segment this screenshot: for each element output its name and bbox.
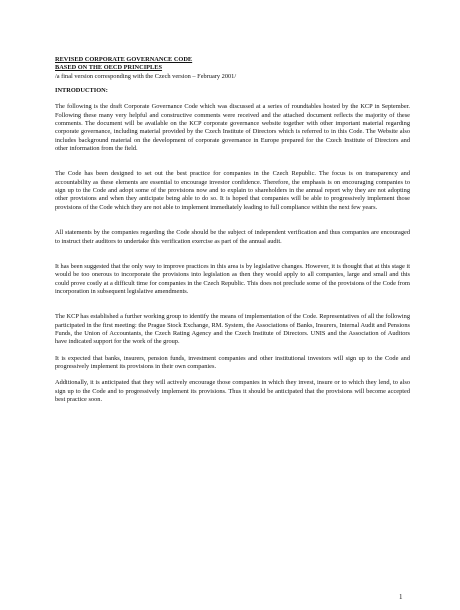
document-title-line-2: BASED ON THE OECD PRINCIPLES xyxy=(55,64,163,72)
paragraph-kcp-roundtables: The following is the draft Corporate Governance Code which was discussed at a series of roundtables hosted by the KCP in September. Following these many very helpful and constructive comments were received and the attached document reflects the majority of these comments. The document will be available on the KCP corporate governance website together with other important material regarding corporate governance, including material provided by the Czech Institute of Directors which is referred to in this Code. The Website also includes background material on the development of corporate governance in Europe prepared for the Czech Institute of Directors and other information from the field. xyxy=(55,103,410,153)
document-subtitle: /a final version corresponding with the Czech version – February 2001/ xyxy=(55,72,237,80)
document-body xyxy=(55,56,410,404)
paragraph-independent-verification: All statements by the companies regarding the Code should be the subject of independent verification and thus companies are encouraged to instruct their auditors to undertake this verification exercise as part of the annual audit. xyxy=(55,229,410,245)
paragraph-legislative-changes: It has been suggested that the only way to improve practices in this area is by legislative changes. However, it is thought that at this stage it would be too onerous to incorporate the provisions into legislation as then they would apply to all companies, large and small and this could prove costly at a difficult time for companies in the Czech Republic. This does not preclude some of the provisions of the Code from incorporation in subsequent legislative amendments. xyxy=(55,262,410,295)
document-title-line-1: REVISED CORPORATE GOVERNANCE CODE xyxy=(55,56,193,63)
paragraph-best-practice: The Code has been designed to set out the best practice for companies in the Czech Republic. The focus is on transparency and accountability as these elements are essential to encourage investor confidence. Therefore, the emphasis is on encouraging companies to sign up to the Code and adopt some of the provisions now and to explain to shareholders in the annual report why they are not adopting other provisions and when they anticipate being able to do so. It is hoped that companies will be able to progressively implement those provisions of the Code which they are not able to implement immediately leading to full compliance within the next few years. xyxy=(55,170,410,211)
paragraph-encourage-companies: Additionally, it is anticipated that they will actively encourage those companies in which they invest, insure or to which they lend, to also sign up to the Code and to progressively implement its provisions. Thus it should be anticipated that the provisions will become accepted best practice soon. xyxy=(55,379,410,403)
page-number: 1 xyxy=(399,593,403,601)
paragraph-working-group: The KCP has established a further working group to identify the means of implementation of the Code. Representatives of all the following participated in the first meeting: the Prague Stock Exchange, RM. System, the Associations of Banks, Insurers, Internal Audit and Pensions Funds, the Union of Accountants, the Czech Rating Agency and the Czech Institute of Directors. UNIS and the Association of Auditors have indicated support for the work of the group. xyxy=(55,313,410,346)
paragraph-institutional-investors: It is expected that banks, insurers, pension funds, investment companies and other institutional investors will sign up to the Code and progressively implement its provisions in their own companies. xyxy=(55,354,410,370)
introduction-heading: INTRODUCTION: xyxy=(55,87,108,95)
